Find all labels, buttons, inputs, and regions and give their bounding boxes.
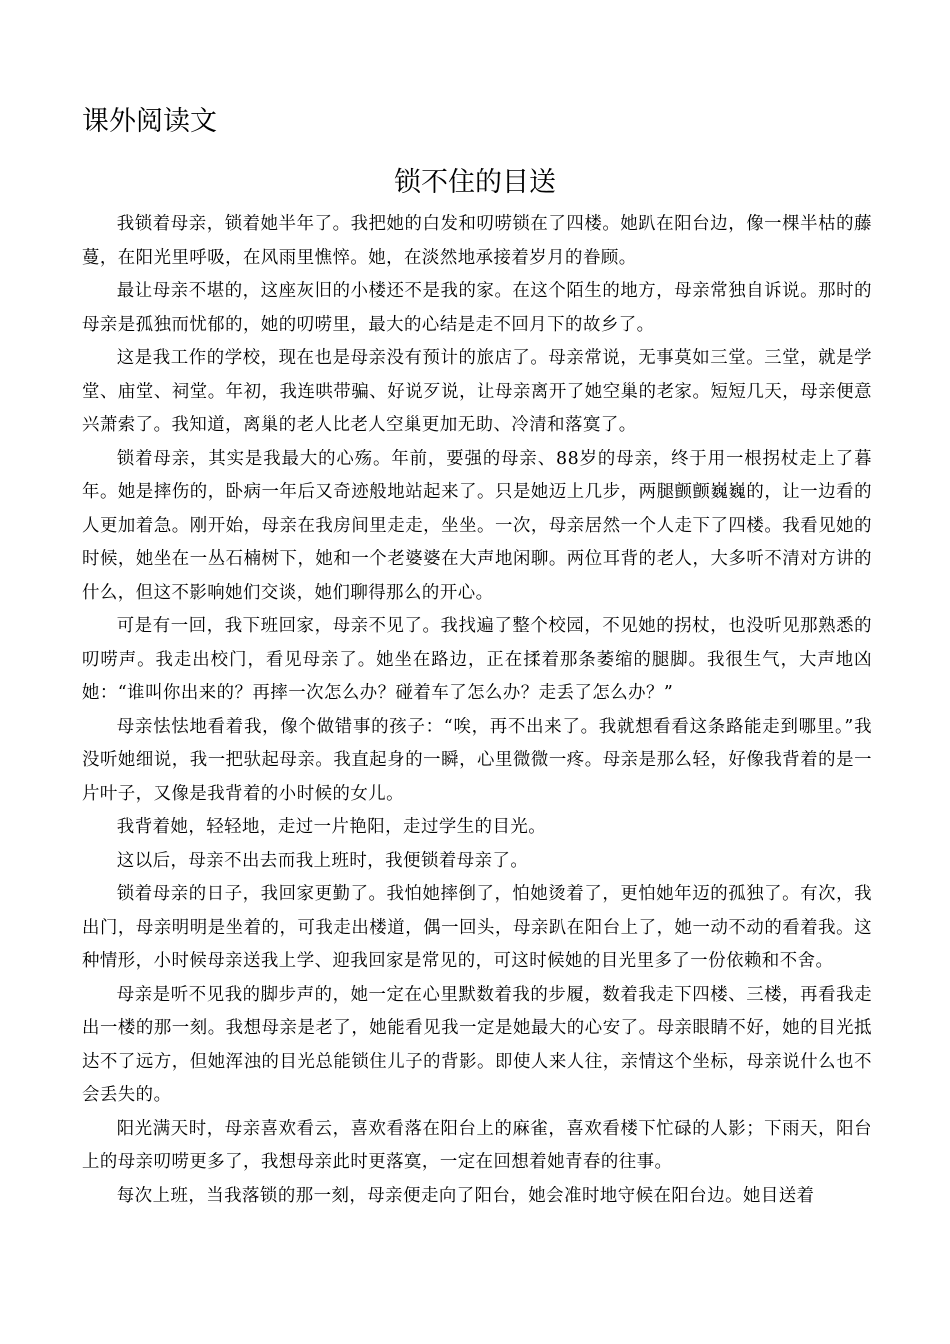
paragraph: 这以后，母亲不出去而我上班时，我便锁着母亲了。 [116, 850, 529, 871]
paragraph: 这是我工作的学校，现在也是母亲没有预计的旅店了。母亲常说，无事莫如三堂。三堂，就是学堂、庙堂、祠堂。年初，我连哄带骗、好说歹说，让母亲离开了她空巢的老家。短短几天，母亲便意兴萧索了。我知道，离巢的老人比老人空巢更加无助、冷清和落寞了。 [82, 348, 872, 435]
article-title: 锁不住的目送 [394, 167, 556, 198]
paragraph: 母亲是听不见我的脚步声的，她一定在心里默数着我的步履，数着我走下四楼、三楼，再看我走出一楼的那一刻。我想母亲是老了，她能看见我一定是她最大的心安了。母亲眼睛不好，她的目光抵达不了远方，但她浑浊的目光总能锁住儿子的背影。即使人来人往，亲情这个坐标，母亲说什么也不会丢失的。 [82, 984, 872, 1105]
section-heading: 课外阅读文 [82, 106, 217, 137]
paragraph: 可是有一回，我下班回家，母亲不见了。我找遍了整个校园，不见她的拐杖，也没听见那熟悉的叨唠声。我走出校门，看见母亲了。她坐在路边，正在揉着那条萎缩的腿脚。我很生气，大声地凶她：“谁叫你出来的？再摔一次怎么办？碰着车了怎么办？走丢了怎么办？” [82, 616, 872, 703]
paragraph: 阳光满天时，母亲喜欢看云，喜欢看落在阳台上的麻雀，喜欢看楼下忙碌的人影；下雨天，阳台上的母亲叨唠更多了，我想母亲此时更落寞，一定在回想着她青春的往事。 [82, 1118, 872, 1172]
paragraph: 最让母亲不堪的，这座灰旧的小楼还不是我的家。在这个陌生的地方，母亲常独自诉说。那时的母亲是孤独而忧郁的，她的叨唠里，最大的心结是走不回月下的故乡了。 [82, 281, 872, 335]
paragraph: 我背着她，轻轻地，走过一片艳阳，走过学生的目光。 [116, 817, 547, 837]
paragraph: 母亲怯怯地看着我，像个做错事的孩子：“唉，再不出来了。我就想看看这条路能走到哪里。”我没听她细说，我一把驮起母亲。我直起身的一瞬，心里微微一疼。母亲是那么轻，好像我背着的是一片叶子，又像是我背着的小时候的女儿。 [82, 716, 872, 804]
paragraph: 每次上班，当我落锁的那一刻，母亲便走向了阳台，她会准时地守候在阳台边。她目送着 [116, 1185, 815, 1206]
paragraph: 锁着母亲的日子，我回家更勤了。我怕她摔倒了，怕她烫着了，更怕她年迈的孤独了。有次，我出门，母亲明明是坐着的，可我走出楼道，偶一回头，母亲趴在阳台上了，她一动不动的看着我。这种情形，小时候母亲送我上学、迎我回家是常见的，可这时候她的目光里多了一份依赖和不舍。 [82, 884, 872, 971]
article-body [82, 208, 872, 1213]
paragraph: 锁着母亲，其实是我最大的心殇。年前，要强的母亲、88岁的母亲，终于用一根拐杖走上了暮年。她是摔伤的，卧病一年后又奇迹般地站起来了。只是她迈上几步，两腿颤颤巍巍的，让一边看的人更加着急。刚开始，母亲在我房间里走走，坐坐。一次，母亲居然一个人走下了四楼。我看见她的时候，她坐在一丛石楠树下，她和一个老婆婆在大声地闲聊。两位耳背的老人，大多听不清对方讲的什么，但这不影响她们交谈，她们聊得那么的开心。 [82, 448, 872, 603]
paragraph: 我锁着母亲，锁着她半年了。我把她的白发和叨唠锁在了四楼。她趴在阳台边，像一棵半枯的藤蔓，在阳光里呼吸，在风雨里憔悴。她，在淡然地承接着岁月的眷顾。 [82, 214, 872, 268]
